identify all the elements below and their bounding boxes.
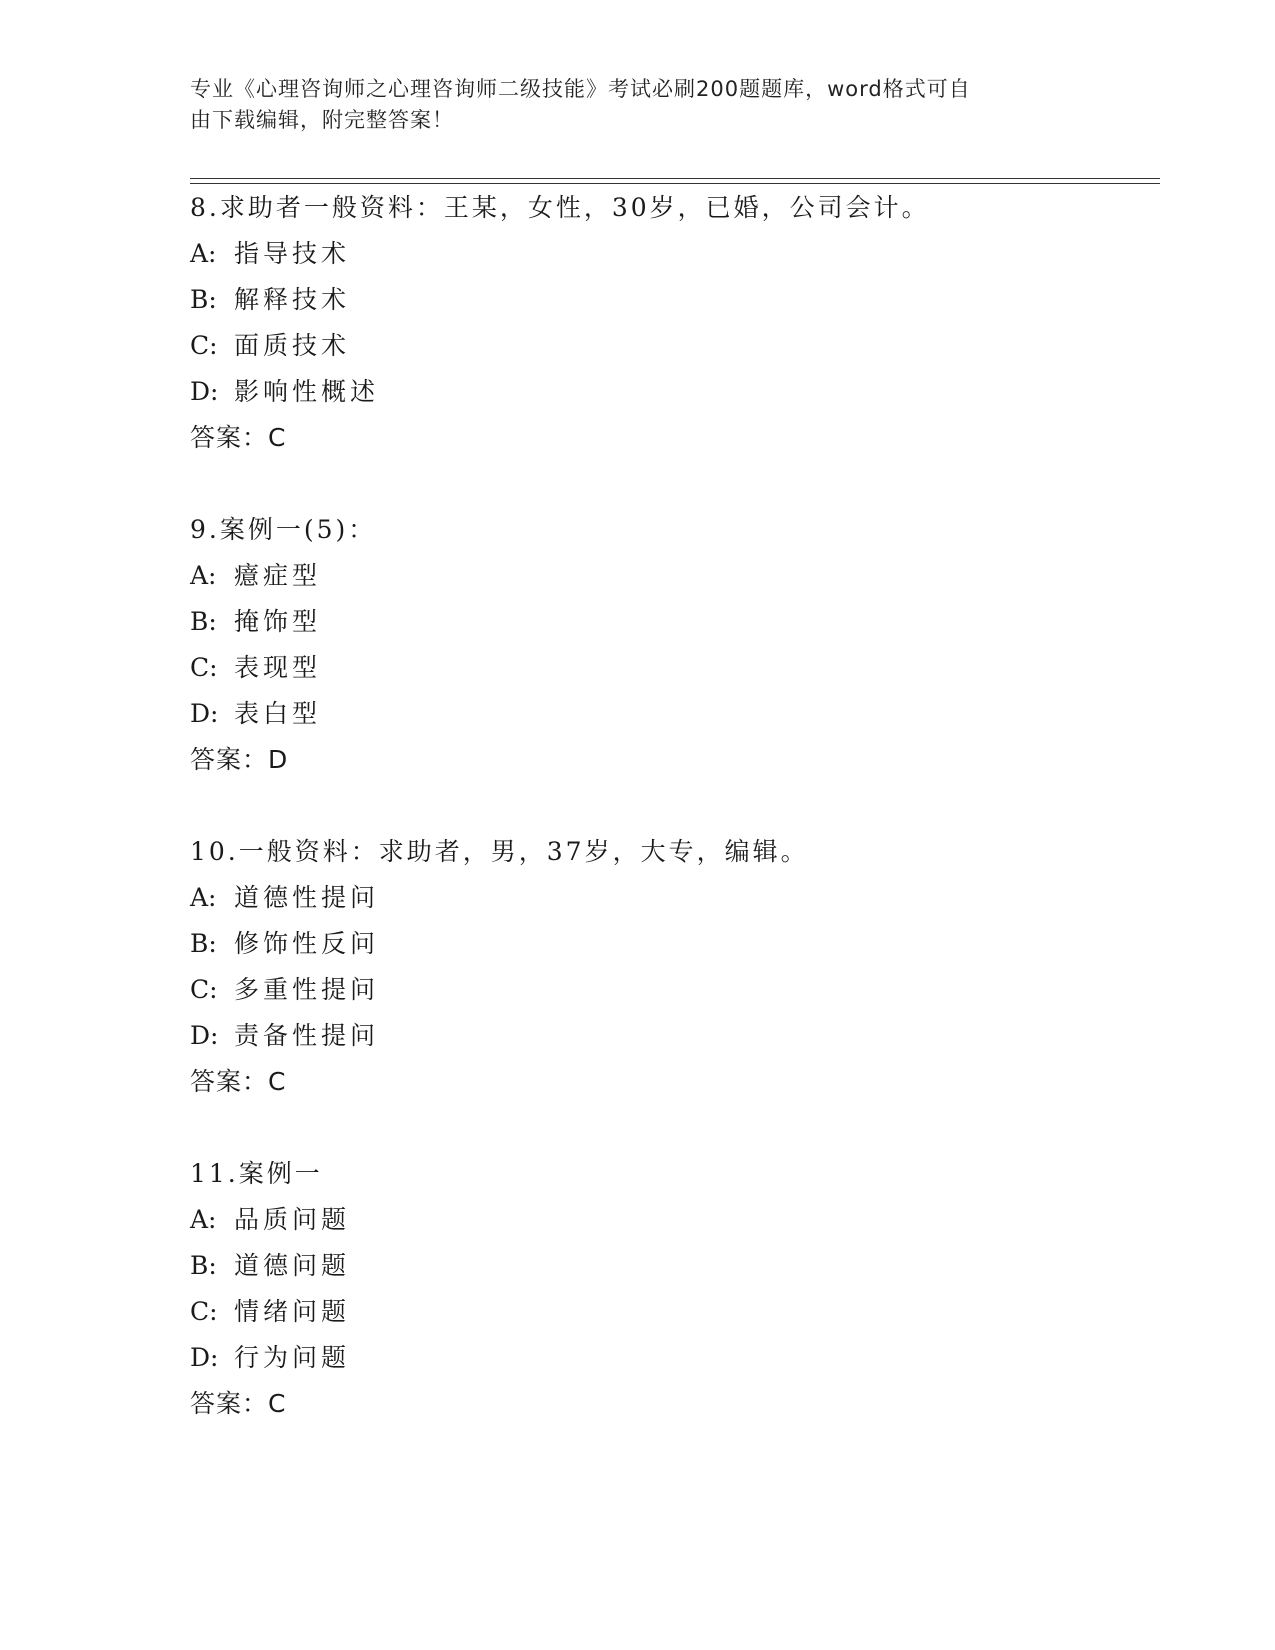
option-letter: B: (190, 1251, 217, 1280)
option-c (190, 645, 1150, 691)
option-a (190, 1197, 1150, 1243)
option-a (190, 231, 1150, 277)
option-letter: D: (190, 1343, 219, 1372)
option-b (190, 1243, 1150, 1289)
question-title: 10.一般资料：求助者，男，37岁，大专，编辑。 (190, 837, 809, 866)
option-letter: C: (190, 331, 218, 360)
option-letter: A: (190, 883, 217, 912)
question-title: 9.案例一(5)： (190, 515, 377, 544)
option-letter: C: (190, 653, 218, 682)
option-letter: A: (190, 1205, 217, 1234)
option-letter: A: (190, 239, 217, 268)
option-text: 行为问题 (234, 1343, 351, 1372)
option-text: 修饰性反问 (234, 929, 380, 958)
option-letter: D: (190, 377, 219, 406)
question-block (190, 507, 1150, 783)
option-letter: C: (190, 975, 218, 1004)
option-a (190, 875, 1150, 921)
option-d (190, 369, 1150, 415)
header-line-1: 专业《心理咨询师之心理咨询师二级技能》考试必刷200题题库，word格式可自 (190, 77, 971, 101)
option-letter: C: (190, 1297, 218, 1326)
option-text: 品质问题 (234, 1205, 351, 1234)
option-text: 掩饰型 (234, 607, 322, 636)
option-d (190, 691, 1150, 737)
option-text: 癔症型 (234, 561, 322, 590)
option-text: 解释技术 (234, 285, 351, 314)
option-text: 道德问题 (234, 1251, 351, 1280)
option-letter: D: (190, 699, 219, 728)
question-block (190, 829, 1150, 1105)
option-c (190, 1289, 1150, 1335)
answer-line: 答案：D (190, 745, 289, 774)
option-text: 面质技术 (234, 331, 351, 360)
option-letter: A: (190, 561, 217, 590)
option-b (190, 277, 1150, 323)
option-b (190, 921, 1150, 967)
option-letter: D: (190, 1021, 219, 1050)
option-text: 情绪问题 (234, 1297, 351, 1326)
header-divider-top (190, 178, 1160, 179)
option-a (190, 553, 1150, 599)
answer-line: 答案：C (190, 1067, 287, 1096)
option-c (190, 323, 1150, 369)
document-header (190, 74, 1090, 136)
header-line-2: 由下载编辑，附完整答案！ (190, 108, 454, 132)
question-block (190, 1151, 1150, 1427)
option-b (190, 599, 1150, 645)
option-text: 表现型 (234, 653, 322, 682)
option-d (190, 1013, 1150, 1059)
option-text: 表白型 (234, 699, 322, 728)
question-block (190, 185, 1150, 461)
option-text: 责备性提问 (234, 1021, 380, 1050)
option-text: 指导技术 (234, 239, 351, 268)
option-text: 影响性概述 (234, 377, 380, 406)
option-c (190, 967, 1150, 1013)
question-title: 8.求助者一般资料：王某，女性，30岁，已婚，公司会计。 (190, 193, 930, 222)
option-letter: B: (190, 607, 217, 636)
option-letter: B: (190, 285, 217, 314)
header-divider-bottom (190, 183, 1160, 184)
answer-line: 答案：C (190, 1389, 287, 1418)
option-text: 多重性提问 (234, 975, 380, 1004)
question-title: 11.案例一 (190, 1159, 323, 1188)
option-text: 道德性提问 (234, 883, 380, 912)
option-d (190, 1335, 1150, 1381)
option-letter: B: (190, 929, 217, 958)
answer-line: 答案：C (190, 423, 287, 452)
